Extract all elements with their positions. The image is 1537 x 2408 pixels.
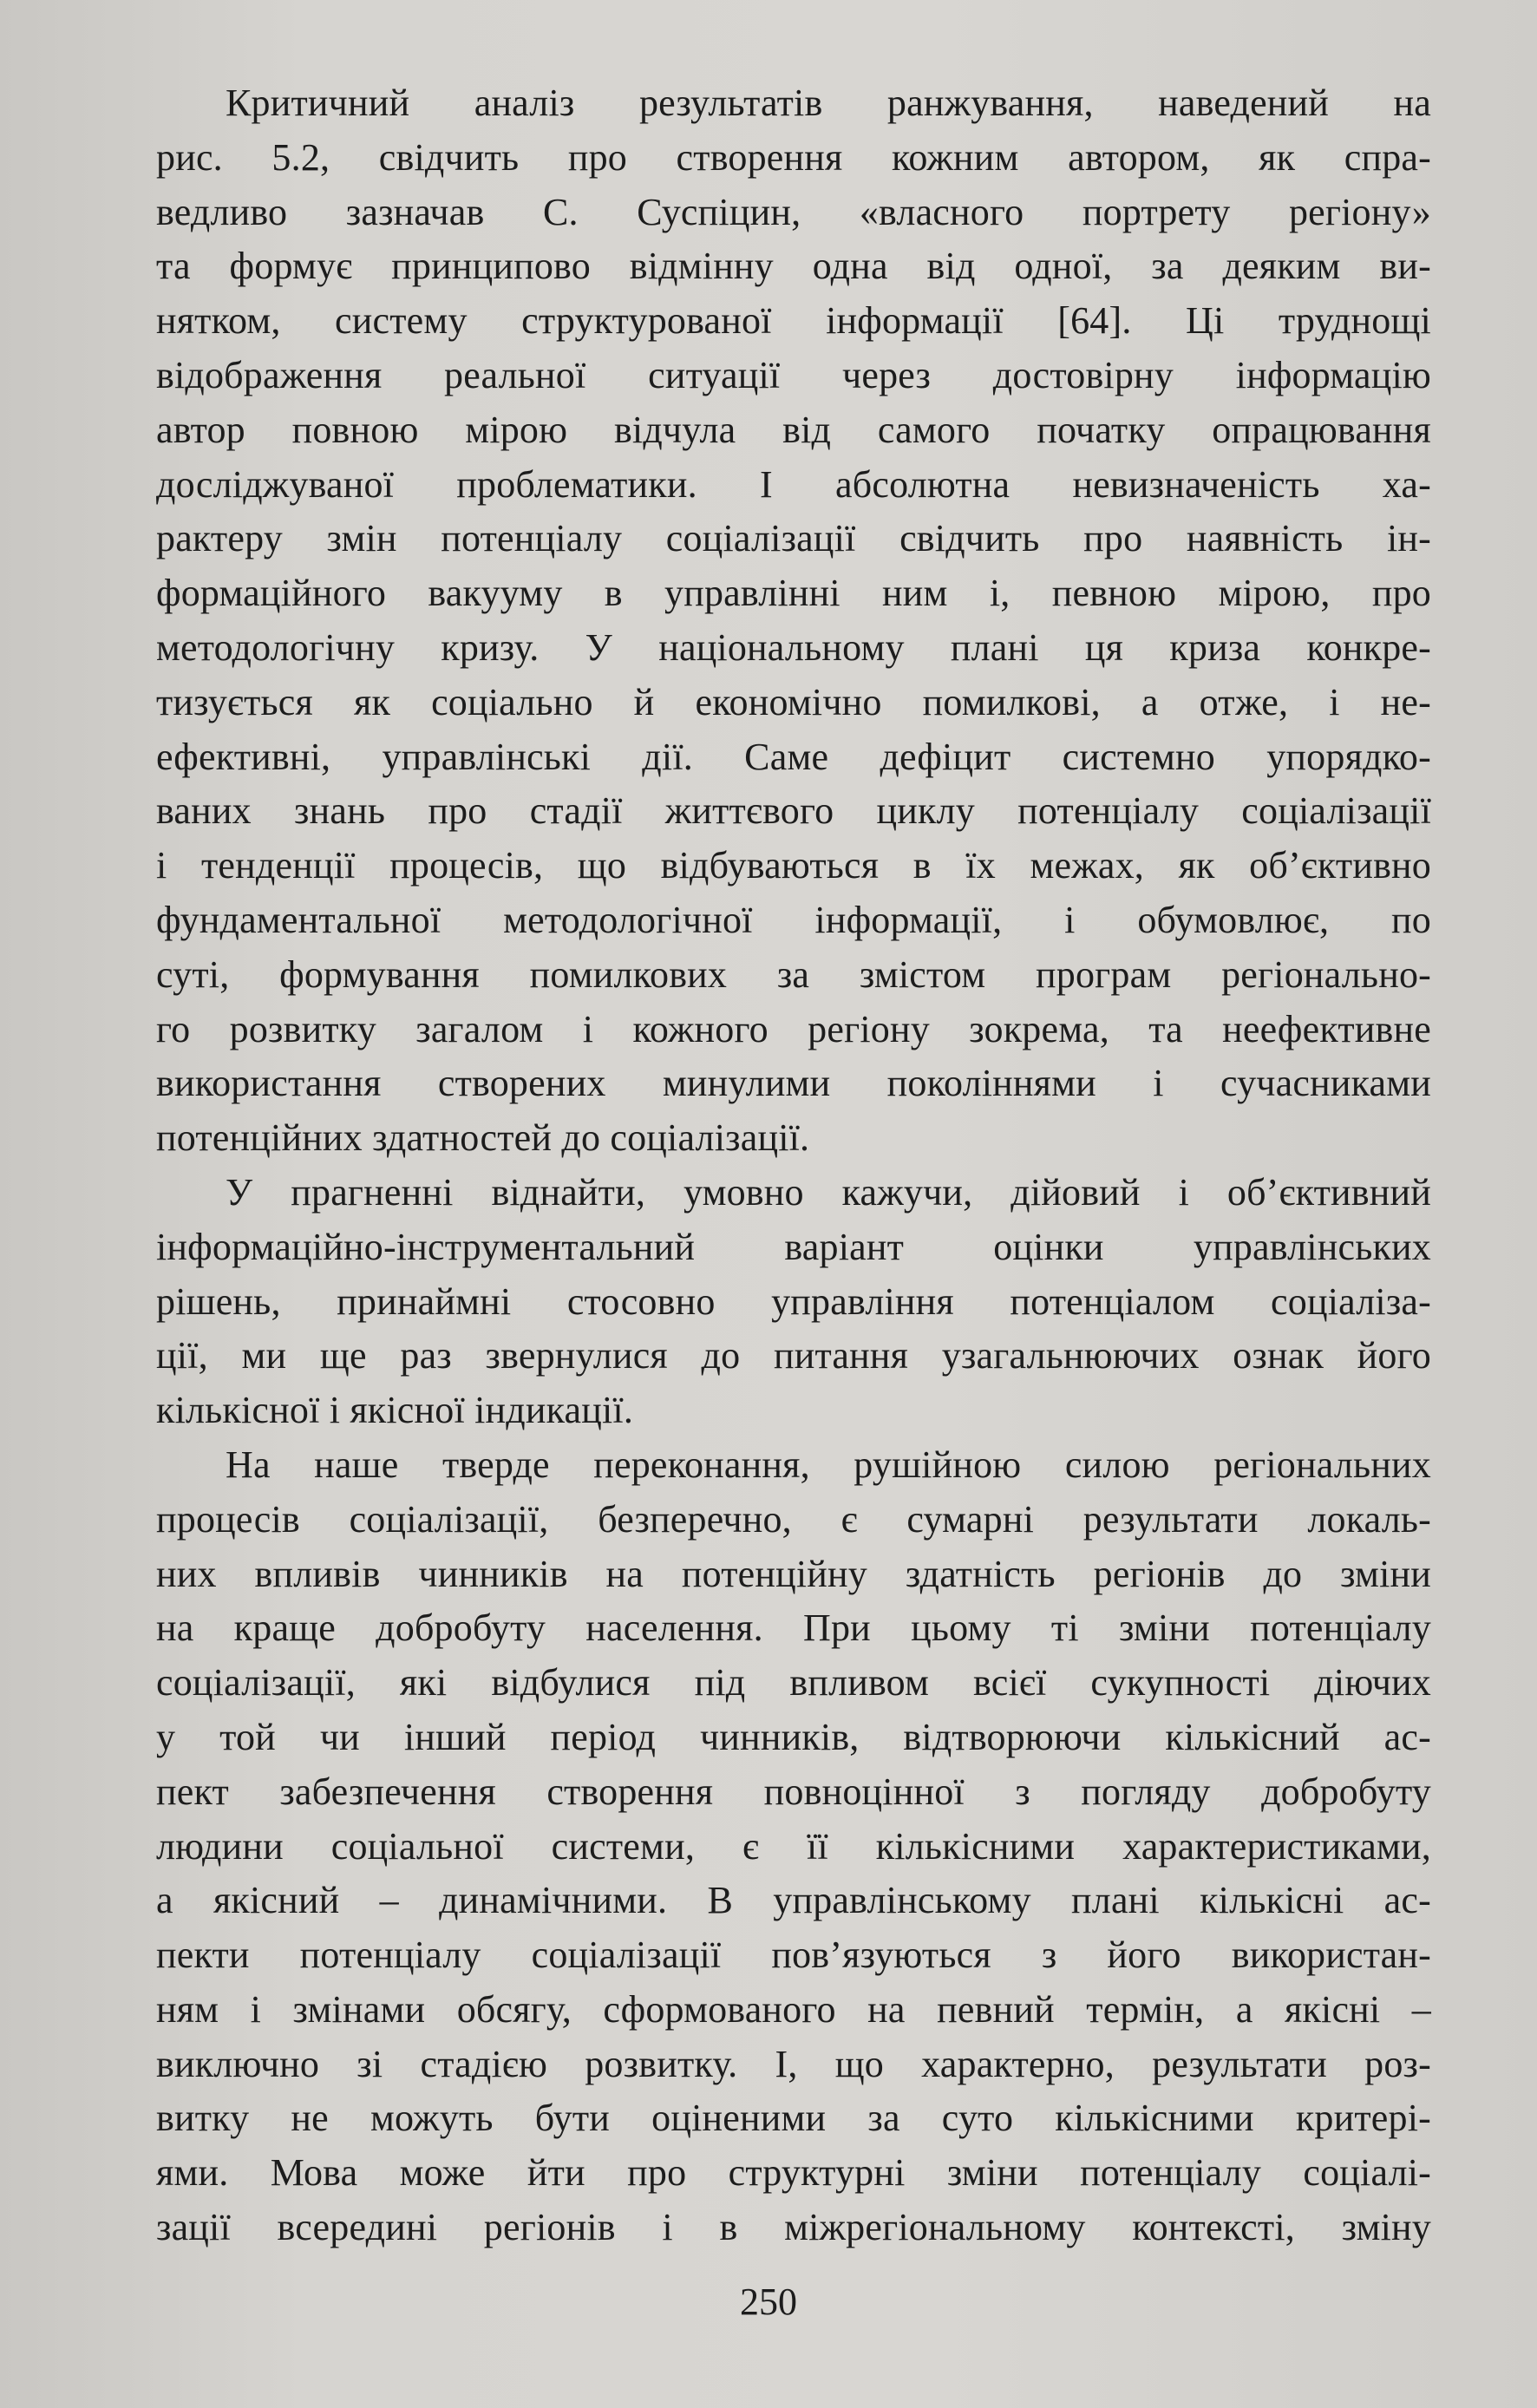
text-line: фундаментальної методологічної інформації, і обумовлює, по bbox=[156, 898, 1431, 941]
text-line: відображення реальної ситуації через достовірну інформацію bbox=[156, 353, 1431, 396]
text-line: нятком, систему структурованої інформації [64]. Ці труднощі bbox=[156, 299, 1431, 343]
text-line: витку не можуть бути оціненими за суто кількісними критері- bbox=[156, 2097, 1431, 2140]
text-line: використання створених минулими поколіннями і сучасниками bbox=[156, 1062, 1431, 1105]
text-line: пект забезпечення створення повноцінної з погляду добробуту bbox=[156, 1770, 1431, 1813]
body-text bbox=[156, 76, 1431, 2255]
text-line: процесів соціалізації, безперечно, є сумарні результати локаль- bbox=[156, 1497, 1431, 1541]
text-line: ням і змінами обсягу, сформованого на певний термін, а якісні – bbox=[156, 1987, 1431, 2031]
text-line: них впливів чинників на потенційну здатність регіонів до зміни bbox=[156, 1552, 1431, 1595]
text-line: виключно зі стадією розвитку. І, що характерно, результати роз- bbox=[156, 2042, 1431, 2085]
text-line: інформаційно-інструментальний варіант оцінки управлінських bbox=[156, 1225, 1431, 1268]
text-line: рактеру змін потенціалу соціалізації свідчить про наявність ін- bbox=[156, 517, 1431, 560]
text-line: У прагненні віднайти, умовно кажучи, дійовий і об’єктивний bbox=[226, 1170, 1431, 1214]
text-line: тизується як соціально й економічно помилкові, а отже, і не- bbox=[156, 680, 1431, 723]
text-line: рішень, принаймні стосовно управління потенціалом соціаліза- bbox=[156, 1279, 1431, 1323]
text-line: формаційного вакууму в управлінні ним і, певною мірою, про bbox=[156, 572, 1431, 615]
text-line: і тенденції процесів, що відбуваються в їх межах, як об’єктивно bbox=[156, 844, 1431, 887]
text-line: автор повною мірою відчула від самого початку опрацювання bbox=[156, 408, 1431, 451]
text-line: людини соціальної системи, є її кількісними характеристиками, bbox=[156, 1824, 1431, 1868]
text-line: го розвитку загалом і кожного регіону зокрема, та неефективне bbox=[156, 1007, 1431, 1050]
text-line: Критичний аналіз результатів ранжування, наведений на bbox=[226, 82, 1431, 124]
text-line: кількісної і якісної індикації. bbox=[156, 1389, 634, 1432]
text-line: зації всередині регіонів і в міжрегіональному контексті, зміну bbox=[156, 2206, 1431, 2249]
text-line: На наше тверде переконання, рушійною силою регіональних bbox=[226, 1443, 1431, 1486]
text-line: на краще добробуту населення. При цьому ті зміни потенціалу bbox=[156, 1606, 1431, 1650]
text-line: досліджуваної проблематики. І абсолютна невизначеність ха- bbox=[156, 462, 1431, 506]
paragraph-2 bbox=[156, 1166, 1431, 1438]
text-line: потенційних здатностей до соціалізації. bbox=[156, 1116, 810, 1160]
text-line: соціалізації, які відбулися під впливом всієї сукупності діючих bbox=[156, 1661, 1431, 1705]
text-line: методологічну кризу. У національному плані ця криза конкре- bbox=[156, 625, 1431, 669]
text-line: а якісний – динамічними. В управлінському плані кількісні ас- bbox=[156, 1879, 1431, 1922]
paragraph-3 bbox=[156, 1438, 1431, 2255]
text-line: ведливо зазначав С. Суспіцин, «власного портрету регіону» bbox=[156, 190, 1431, 233]
text-line: ями. Мова може йти про структурні зміни потенціалу соціалі- bbox=[156, 2151, 1431, 2195]
text-line: ції, ми ще раз звернулися до питання узагальнюючих ознак його bbox=[156, 1334, 1431, 1377]
page-number: 250 bbox=[740, 2280, 797, 2323]
text-line: ефективні, управлінські дії. Саме дефіцит системно упорядко- bbox=[156, 735, 1431, 778]
text-line: пекти потенціалу соціалізації пов’язуються з його використан- bbox=[156, 1934, 1431, 1977]
paragraph-1 bbox=[156, 76, 1431, 1166]
text-line: суті, формування помилкових за змістом програм регіонально- bbox=[156, 952, 1431, 996]
text-line: та формує принципово відмінну одна від одної, за деяким ви- bbox=[156, 245, 1431, 288]
text-line: ваних знань про стадії життєвого циклу потенціалу соціалізації bbox=[156, 789, 1431, 833]
text-line: рис. 5.2, свідчить про створення кожним автором, як спра- bbox=[156, 135, 1431, 179]
text-line: у той чи інший період чинників, відтворюючи кількісний ас- bbox=[156, 1715, 1431, 1758]
